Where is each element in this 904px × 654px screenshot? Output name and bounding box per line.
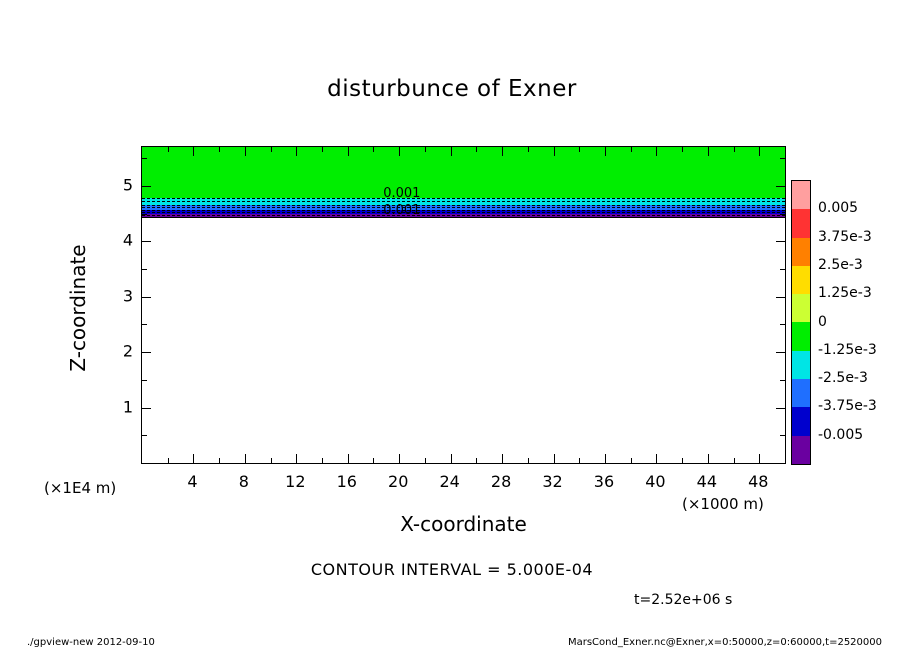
- chart-title: disturbunce of Exner: [327, 76, 577, 102]
- x-tick-label: 24: [439, 472, 460, 491]
- colorbar-tick-label: 2.5e-3: [818, 256, 863, 273]
- contour-line: [142, 205, 785, 206]
- y-tick: [776, 241, 785, 242]
- colorbar-cell: [792, 379, 810, 407]
- contour-line: [142, 207, 785, 208]
- x-tick-label: 16: [336, 472, 357, 491]
- x-tick: [322, 458, 323, 463]
- x-tick: [373, 458, 374, 463]
- contour-value-label: 0.001: [383, 202, 421, 218]
- x-tick: [502, 454, 503, 463]
- colorbar-cell: [792, 266, 810, 294]
- y-tick: [780, 269, 785, 270]
- y-tick: [142, 186, 151, 187]
- x-tick: [476, 147, 477, 152]
- x-tick: [502, 147, 503, 156]
- x-tick: [682, 458, 683, 463]
- x-tick: [348, 147, 349, 156]
- y-tick: [142, 158, 147, 159]
- colorbar-tick-label: 0.005: [818, 200, 859, 217]
- x-tick: [554, 454, 555, 463]
- y-tick: [780, 435, 785, 436]
- colorbar-cell: [792, 294, 810, 322]
- x-tick-label: 12: [285, 472, 306, 491]
- x-tick: [193, 147, 194, 156]
- colorbar-cell: [792, 436, 810, 464]
- x-tick: [708, 147, 709, 156]
- y-tick: [142, 324, 147, 325]
- x-tick-label: 40: [645, 472, 666, 491]
- x-tick: [425, 458, 426, 463]
- colorbar-tick-label: 0: [818, 313, 827, 330]
- x-tick: [579, 147, 580, 152]
- y-tick: [776, 297, 785, 298]
- y-axis-unit-label: (×1E4 m): [44, 479, 117, 497]
- x-axis-title: X-coordinate: [400, 512, 527, 536]
- x-tick: [296, 147, 297, 156]
- colorbar-cell: [792, 238, 810, 266]
- contour-band: [142, 147, 785, 198]
- x-tick: [734, 458, 735, 463]
- footer-left: ./gpview-new 2012-09-10: [27, 637, 155, 648]
- x-tick: [245, 147, 246, 156]
- x-tick-label: 36: [593, 472, 615, 491]
- y-tick-label: 3: [122, 286, 133, 306]
- x-tick: [373, 147, 374, 152]
- x-tick: [682, 147, 683, 152]
- x-tick: [528, 458, 529, 463]
- colorbar-cell: [792, 407, 810, 435]
- contour-band: [142, 217, 785, 463]
- colorbar-cell: [792, 181, 810, 209]
- x-tick: [451, 454, 452, 463]
- colorbar-tick-label: -1.25e-3: [818, 341, 877, 358]
- y-tick: [142, 435, 147, 436]
- x-tick: [759, 454, 760, 463]
- y-tick: [142, 352, 151, 353]
- x-tick-label: 28: [490, 472, 512, 491]
- footer-right: MarsCond_Exner.nc@Exner,x=0:50000,z=0:60000,t=2520000: [567, 637, 882, 648]
- x-tick-label: 8: [238, 472, 249, 491]
- contour-line-base: [142, 217, 785, 219]
- y-tick: [142, 214, 147, 215]
- y-tick: [142, 269, 147, 270]
- y-tick: [780, 158, 785, 159]
- x-tick: [631, 147, 632, 152]
- colorbar-cell: [792, 322, 810, 350]
- y-tick-label: 5: [122, 175, 133, 195]
- x-axis-unit-label: (×1000 m): [682, 495, 764, 513]
- y-tick: [142, 297, 151, 298]
- y-tick-label: 1: [122, 397, 133, 417]
- y-tick: [780, 324, 785, 325]
- y-tick: [142, 241, 151, 242]
- y-tick: [780, 380, 785, 381]
- colorbar: [791, 180, 811, 465]
- x-tick: [193, 454, 194, 463]
- x-tick: [425, 147, 426, 152]
- colorbar-tick-label: 3.75e-3: [818, 228, 872, 245]
- contour-line: [142, 210, 785, 211]
- plot-inner: [142, 147, 785, 463]
- x-tick: [168, 458, 169, 463]
- colorbar-cell: [792, 209, 810, 237]
- colorbar-tick-label: -3.75e-3: [818, 398, 877, 415]
- x-tick: [528, 147, 529, 152]
- x-tick: [734, 147, 735, 152]
- x-tick: [656, 454, 657, 463]
- x-tick: [579, 458, 580, 463]
- x-tick: [322, 147, 323, 152]
- y-tick: [142, 380, 147, 381]
- x-tick: [399, 147, 400, 156]
- y-tick: [780, 214, 785, 215]
- x-tick: [168, 147, 169, 152]
- x-tick-label: 20: [388, 472, 409, 491]
- x-tick: [219, 147, 220, 152]
- x-tick: [296, 454, 297, 463]
- y-tick: [776, 186, 785, 187]
- contour-line: [142, 215, 785, 216]
- x-tick: [271, 147, 272, 152]
- x-tick: [451, 147, 452, 156]
- contour-value-label: 0.001: [383, 186, 421, 202]
- y-axis-title: Z-coordinate: [66, 244, 90, 372]
- colorbar-cell: [792, 351, 810, 379]
- y-tick: [776, 408, 785, 409]
- contour-line: [142, 198, 785, 199]
- x-tick-label: 32: [542, 472, 563, 491]
- x-tick: [219, 458, 220, 463]
- x-tick: [554, 147, 555, 156]
- contour-line: [142, 201, 785, 202]
- x-tick: [631, 458, 632, 463]
- x-tick-label: 4: [187, 472, 198, 491]
- contour-line: [142, 212, 785, 213]
- x-tick: [271, 458, 272, 463]
- time-label: t=2.52e+06 s: [634, 592, 733, 608]
- y-tick-label: 4: [122, 230, 133, 250]
- y-tick: [142, 408, 151, 409]
- y-tick: [776, 352, 785, 353]
- x-tick: [605, 454, 606, 463]
- x-tick: [605, 147, 606, 156]
- x-tick-label: 48: [748, 472, 769, 491]
- x-tick-label: 44: [696, 472, 718, 491]
- colorbar-tick-label: -2.5e-3: [818, 370, 868, 387]
- y-tick-label: 2: [122, 341, 133, 361]
- x-tick: [708, 454, 709, 463]
- x-tick: [245, 454, 246, 463]
- plot-area: [141, 146, 786, 464]
- colorbar-tick-label: 1.25e-3: [818, 285, 872, 302]
- x-tick: [399, 454, 400, 463]
- x-tick: [656, 147, 657, 156]
- x-tick: [348, 454, 349, 463]
- x-tick: [476, 458, 477, 463]
- contour-interval-label: CONTOUR INTERVAL = 5.000E-04: [310, 560, 594, 579]
- x-tick: [759, 147, 760, 156]
- colorbar-tick-label: -0.005: [818, 426, 864, 443]
